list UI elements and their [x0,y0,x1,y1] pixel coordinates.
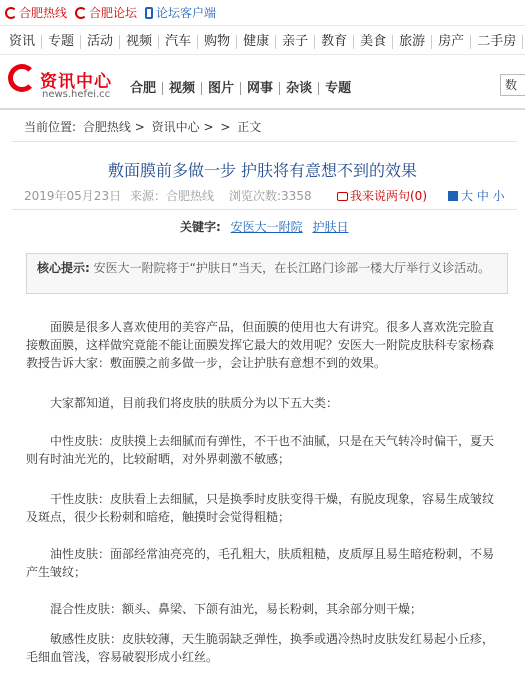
body-paragraph: 干性皮肤：皮肤看上去细腻，只是换季时皮肤变得干燥，有脱皮现象，容易生成皱纹及斑点，很少长粉刺和暗疮，触摸时会觉得粗糙； [26,492,495,524]
section-nav-item[interactable]: 合肥 [130,81,157,96]
channel-item[interactable]: 亲子 [276,35,315,49]
section-nav-item[interactable]: 专题 [318,82,357,95]
body-paragraph: 面膜是很多人喜欢使用的美容产品，但面膜的使用也大有讲究。很多人喜欢洗完脸直接敷面膜，这样做究竟能不能让面膜发挥它最大的效用呢？安医大一附院皮肤科专家杨森教授告诉大家：敷面膜之前多做一步，会让护肤有意想不到的效果。 [26,320,495,370]
body-paragraph: 混合性皮肤：额头、鼻梁、下颌有油光，易长粉刺，其余部分则干燥； [50,602,423,616]
font-size-icon [448,191,458,201]
keywords-label: 关键字: [180,220,221,234]
phone-icon [145,7,153,19]
divider [12,141,517,142]
breadcrumb-separator: > [220,120,231,134]
article-meta [24,187,514,205]
channel-item[interactable]: 房产 [432,35,471,49]
breadcrumb-link[interactable]: 资讯中心 [151,120,200,134]
top-link-strip [0,0,525,26]
summary-text: 安医大一附院将于“护肤日”当天，在长江路门诊部一楼大厅举行义诊活动。 [93,261,491,275]
breadcrumb-current: 正文 [237,120,262,134]
search-input[interactable]: 数 [500,74,525,96]
channel-item[interactable]: 购物 [198,35,237,49]
article-title: 敷面膜前多做一步 护肤将有意想不到的效果 [107,161,418,180]
channel-item[interactable]: 旅游 [393,35,432,49]
hefei-hotline-label: 合肥热线 [19,6,68,20]
comment-icon [337,192,348,201]
divider [12,209,517,210]
view-count: 浏览次数:3358 [229,189,312,203]
logo-title: 资讯中心 [40,72,112,92]
channel-item[interactable]: 健康 [237,35,276,49]
keywords-row [180,218,349,235]
publish-date: 2019年05月23日 [24,189,122,203]
comment-label: 我来说两句(0) [350,189,427,203]
channel-item[interactable]: 专题 [42,35,81,49]
channel-nav [0,30,525,55]
body-paragraph: 油性皮肤：面部经常油亮亮的，毛孔粗大，肤质粗糙，皮质厚且易生暗疮粉刺，不易产生皱纹； [26,547,495,579]
channel-item[interactable]: 美食 [354,35,393,49]
font-size-switcher [448,187,505,204]
body-paragraph: 敏感性皮肤：皮肤较薄，天生脆弱缺乏弹性，换季或遇冷热时皮肤发红易起小丘疹，毛细血管浅，容易破裂形成小红丝。 [26,632,495,664]
news-center-logo[interactable] [8,62,118,104]
comment-link[interactable] [337,187,427,204]
body-paragraph: 中性皮肤：皮肤摸上去细腻而有弹性，不干也不油腻，只是在天气转冷时偏干，夏天则有时油光光的，比较耐晒，对外界刺激不敏感； [26,434,495,466]
logo-bar [0,58,525,110]
channel-item[interactable]: 资讯 [0,35,42,49]
summary-label: 核心提示: [37,261,90,275]
hefei-logo-icon [5,7,17,19]
article-source: 来源：合肥热线 [130,189,215,203]
breadcrumb [24,118,264,135]
keyword-link[interactable]: 安医大一附院 [230,220,303,234]
hefei-forum-label: 合肥论坛 [89,6,138,20]
channel-item[interactable]: 视频 [120,35,159,49]
breadcrumb-separator: > [203,120,214,134]
breadcrumb-separator: > [134,120,145,134]
breadcrumb-prefix: 当前位置: [24,120,77,134]
logo-subtitle: news.hefei.cc [42,89,111,100]
section-nav-item[interactable]: 杂谈 [279,82,318,95]
channel-item[interactable]: 二手房 [471,35,523,49]
forum-client-label: 论坛客户端 [156,6,217,20]
section-nav-item[interactable]: 网事 [240,82,279,95]
body-paragraph: 大家都知道，目前我们将皮肤的肤质分为以下五大类： [50,396,339,410]
hefei-forum-link[interactable] [75,4,137,21]
forum-logo-icon [75,7,87,19]
channel-item[interactable]: 活动 [81,35,120,49]
channel-item[interactable]: 汽车 [159,35,198,49]
hefei-hotline-link[interactable] [5,4,67,21]
font-size-options[interactable]: 大 中 小 [461,189,505,203]
keyword-link[interactable]: 护肤日 [312,220,349,234]
logo-c-icon [8,64,36,92]
forum-client-link[interactable] [145,4,216,21]
section-nav-item[interactable]: 图片 [201,82,240,95]
channel-item[interactable]: 教育 [315,35,354,49]
summary-box [26,253,508,294]
breadcrumb-link[interactable]: 合肥热线 [82,120,131,134]
section-nav [130,82,357,95]
section-nav-item[interactable]: 视频 [162,82,201,95]
